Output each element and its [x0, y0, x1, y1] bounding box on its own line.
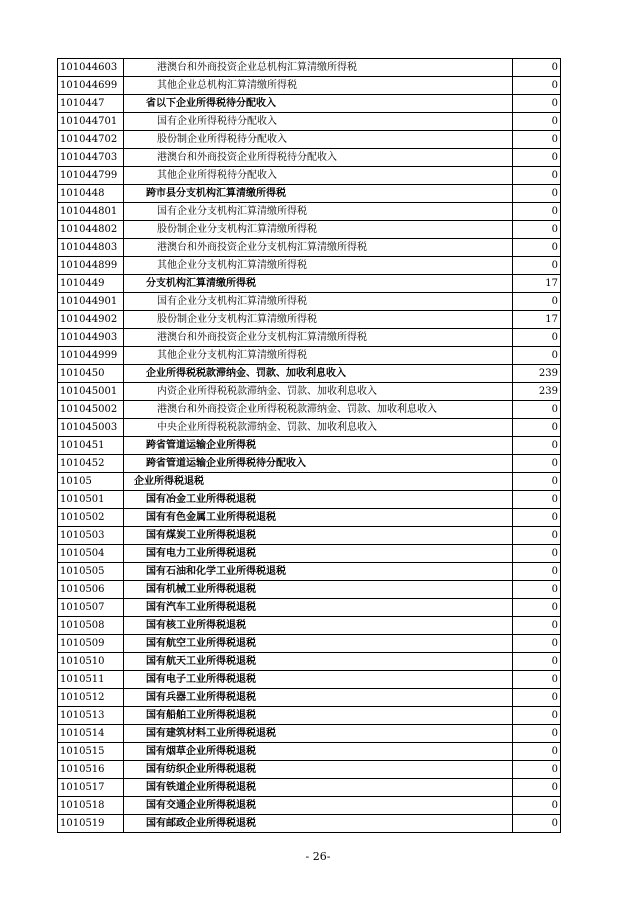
table-row [58, 203, 561, 221]
row-amount: 0 [513, 671, 561, 689]
row-name: 国有企业分支机构汇算清缴所得税 [124, 203, 513, 221]
row-code: 101045003 [58, 419, 124, 437]
row-amount: 0 [513, 779, 561, 797]
table-row [58, 329, 561, 347]
row-amount: 0 [513, 77, 561, 95]
row-name: 跨省管道运输企业所得税待分配收入 [124, 455, 513, 473]
table-row [58, 293, 561, 311]
row-code: 1010501 [58, 491, 124, 509]
table-row [58, 491, 561, 509]
table-row [58, 221, 561, 239]
row-name: 中央企业所得税税款滞纳金、罚款、加收利息收入 [124, 419, 513, 437]
row-name: 国有电子工业所得税退税 [124, 671, 513, 689]
row-amount: 0 [513, 473, 561, 491]
table-row [58, 725, 561, 743]
row-amount: 0 [513, 599, 561, 617]
row-code: 1010510 [58, 653, 124, 671]
table-row [58, 365, 561, 383]
row-amount: 0 [513, 617, 561, 635]
row-amount: 0 [513, 815, 561, 833]
row-amount: 0 [513, 653, 561, 671]
table-row [58, 707, 561, 725]
row-name: 国有电力工业所得税退税 [124, 545, 513, 563]
table-row [58, 563, 561, 581]
row-name: 国有交通企业所得税退税 [124, 797, 513, 815]
row-code: 1010517 [58, 779, 124, 797]
row-amount: 0 [513, 509, 561, 527]
table-row [58, 131, 561, 149]
row-amount: 0 [513, 743, 561, 761]
table-row [58, 671, 561, 689]
row-name: 国有邮政企业所得税退税 [124, 815, 513, 833]
row-code: 1010452 [58, 455, 124, 473]
row-code: 1010512 [58, 689, 124, 707]
table-row [58, 689, 561, 707]
row-code: 101044902 [58, 311, 124, 329]
table-row [58, 383, 561, 401]
row-amount: 239 [513, 365, 561, 383]
row-name: 国有纺织企业所得税退税 [124, 761, 513, 779]
table-row [58, 401, 561, 419]
row-code: 1010514 [58, 725, 124, 743]
row-name: 股份制企业所得税待分配收入 [124, 131, 513, 149]
row-amount: 17 [513, 275, 561, 293]
row-code: 1010451 [58, 437, 124, 455]
row-code: 1010513 [58, 707, 124, 725]
table-row [58, 455, 561, 473]
row-code: 101044703 [58, 149, 124, 167]
row-name: 国有煤炭工业所得税退税 [124, 527, 513, 545]
row-code: 1010502 [58, 509, 124, 527]
table-row [58, 257, 561, 275]
row-code: 1010515 [58, 743, 124, 761]
row-code: 101044603 [58, 59, 124, 77]
row-amount: 0 [513, 329, 561, 347]
row-name: 股份制企业分支机构汇算清缴所得税 [124, 311, 513, 329]
row-amount: 0 [513, 185, 561, 203]
table-row [58, 239, 561, 257]
row-code: 101044803 [58, 239, 124, 257]
row-name: 国有企业分支机构汇算清缴所得税 [124, 293, 513, 311]
row-amount: 0 [513, 293, 561, 311]
row-amount: 0 [513, 707, 561, 725]
row-code: 1010518 [58, 797, 124, 815]
row-name: 国有建筑材料工业所得税退税 [124, 725, 513, 743]
table-row [58, 797, 561, 815]
row-code: 101044802 [58, 221, 124, 239]
row-amount: 0 [513, 419, 561, 437]
row-code: 101044903 [58, 329, 124, 347]
row-name: 国有兵器工业所得税退税 [124, 689, 513, 707]
row-name: 国有冶金工业所得税退税 [124, 491, 513, 509]
table-row [58, 653, 561, 671]
row-amount: 0 [513, 527, 561, 545]
row-code: 101045001 [58, 383, 124, 401]
row-code: 101044701 [58, 113, 124, 131]
row-amount: 0 [513, 113, 561, 131]
row-code: 1010448 [58, 185, 124, 203]
row-name: 国有石油和化学工业所得税退税 [124, 563, 513, 581]
row-amount: 0 [513, 563, 561, 581]
row-code: 1010447 [58, 95, 124, 113]
page-number: - 26- [305, 850, 331, 863]
row-code: 1010511 [58, 671, 124, 689]
table-row [58, 113, 561, 131]
row-code: 101044901 [58, 293, 124, 311]
row-name: 国有有色金属工业所得税退税 [124, 509, 513, 527]
row-code: 101044702 [58, 131, 124, 149]
row-name: 其他企业所得税待分配收入 [124, 167, 513, 185]
table-row [58, 95, 561, 113]
row-code: 1010503 [58, 527, 124, 545]
table-row [58, 347, 561, 365]
row-code: 1010508 [58, 617, 124, 635]
row-amount: 0 [513, 797, 561, 815]
row-amount: 0 [513, 59, 561, 77]
table-row [58, 527, 561, 545]
row-amount: 0 [513, 149, 561, 167]
row-code: 10105 [58, 473, 124, 491]
row-amount: 0 [513, 221, 561, 239]
table-row [58, 473, 561, 491]
row-name: 企业所得税退税 [124, 473, 513, 491]
table-row [58, 437, 561, 455]
row-name: 国有机械工业所得税退税 [124, 581, 513, 599]
row-code: 101044999 [58, 347, 124, 365]
table-row [58, 167, 561, 185]
row-name: 国有核工业所得税退税 [124, 617, 513, 635]
row-code: 1010449 [58, 275, 124, 293]
row-code: 101044801 [58, 203, 124, 221]
row-amount: 0 [513, 725, 561, 743]
row-amount: 0 [513, 95, 561, 113]
table-row [58, 77, 561, 95]
row-name: 国有铁道企业所得税退税 [124, 779, 513, 797]
row-code: 1010505 [58, 563, 124, 581]
table-row [58, 185, 561, 203]
row-code: 101044799 [58, 167, 124, 185]
row-amount: 0 [513, 455, 561, 473]
table-row [58, 599, 561, 617]
table-body [58, 59, 561, 833]
row-name: 国有航空工业所得税退税 [124, 635, 513, 653]
row-name: 国有企业所得税待分配收入 [124, 113, 513, 131]
row-code: 1010506 [58, 581, 124, 599]
row-code: 1010507 [58, 599, 124, 617]
row-name: 港澳台和外商投资企业分支机构汇算清缴所得税 [124, 239, 513, 257]
row-code: 101044899 [58, 257, 124, 275]
row-name: 国有烟草企业所得税退税 [124, 743, 513, 761]
row-amount: 0 [513, 761, 561, 779]
row-amount: 0 [513, 257, 561, 275]
row-name: 港澳台和外商投资企业总机构汇算清缴所得税 [124, 59, 513, 77]
row-amount: 0 [513, 635, 561, 653]
row-amount: 17 [513, 311, 561, 329]
row-code: 1010504 [58, 545, 124, 563]
row-name: 国有船舶工业所得税退税 [124, 707, 513, 725]
row-name: 企业所得税税款滞纳金、罚款、加收利息收入 [124, 365, 513, 383]
table-row [58, 635, 561, 653]
row-amount: 0 [513, 689, 561, 707]
row-code: 1010450 [58, 365, 124, 383]
row-name: 其他企业分支机构汇算清缴所得税 [124, 257, 513, 275]
row-name: 其他企业总机构汇算清缴所得税 [124, 77, 513, 95]
row-name: 跨省管道运输企业所得税 [124, 437, 513, 455]
row-name: 跨市县分支机构汇算清缴所得税 [124, 185, 513, 203]
table-row [58, 419, 561, 437]
table-row [58, 545, 561, 563]
row-amount: 0 [513, 131, 561, 149]
row-amount: 239 [513, 383, 561, 401]
row-amount: 0 [513, 203, 561, 221]
row-name: 股份制企业分支机构汇算清缴所得税 [124, 221, 513, 239]
row-amount: 0 [513, 581, 561, 599]
row-name: 国有航天工业所得税退税 [124, 653, 513, 671]
row-amount: 0 [513, 401, 561, 419]
row-amount: 0 [513, 491, 561, 509]
row-name: 省以下企业所得税待分配收入 [124, 95, 513, 113]
row-code: 1010509 [58, 635, 124, 653]
table-row [58, 617, 561, 635]
row-name: 内资企业所得税税款滞纳金、罚款、加收利息收入 [124, 383, 513, 401]
row-name: 港澳台和外商投资企业所得税税款滞纳金、罚款、加收利息收入 [124, 401, 513, 419]
row-amount: 0 [513, 167, 561, 185]
budget-table [57, 58, 561, 833]
table-row [58, 581, 561, 599]
row-code: 1010519 [58, 815, 124, 833]
table-row [58, 275, 561, 293]
row-code: 101045002 [58, 401, 124, 419]
row-name: 港澳台和外商投资企业所得税待分配收入 [124, 149, 513, 167]
row-name: 分支机构汇算清缴所得税 [124, 275, 513, 293]
row-amount: 0 [513, 239, 561, 257]
table-row [58, 509, 561, 527]
row-code: 101044699 [58, 77, 124, 95]
row-name: 其他企业分支机构汇算清缴所得税 [124, 347, 513, 365]
row-amount: 0 [513, 437, 561, 455]
table-row [58, 743, 561, 761]
table-row [58, 815, 561, 833]
row-amount: 0 [513, 545, 561, 563]
row-name: 国有汽车工业所得税退税 [124, 599, 513, 617]
table-row [58, 311, 561, 329]
table-row [58, 59, 561, 77]
table-row [58, 779, 561, 797]
table-row [58, 761, 561, 779]
row-code: 1010516 [58, 761, 124, 779]
table-row [58, 149, 561, 167]
row-amount: 0 [513, 347, 561, 365]
row-name: 港澳台和外商投资企业分支机构汇算清缴所得税 [124, 329, 513, 347]
